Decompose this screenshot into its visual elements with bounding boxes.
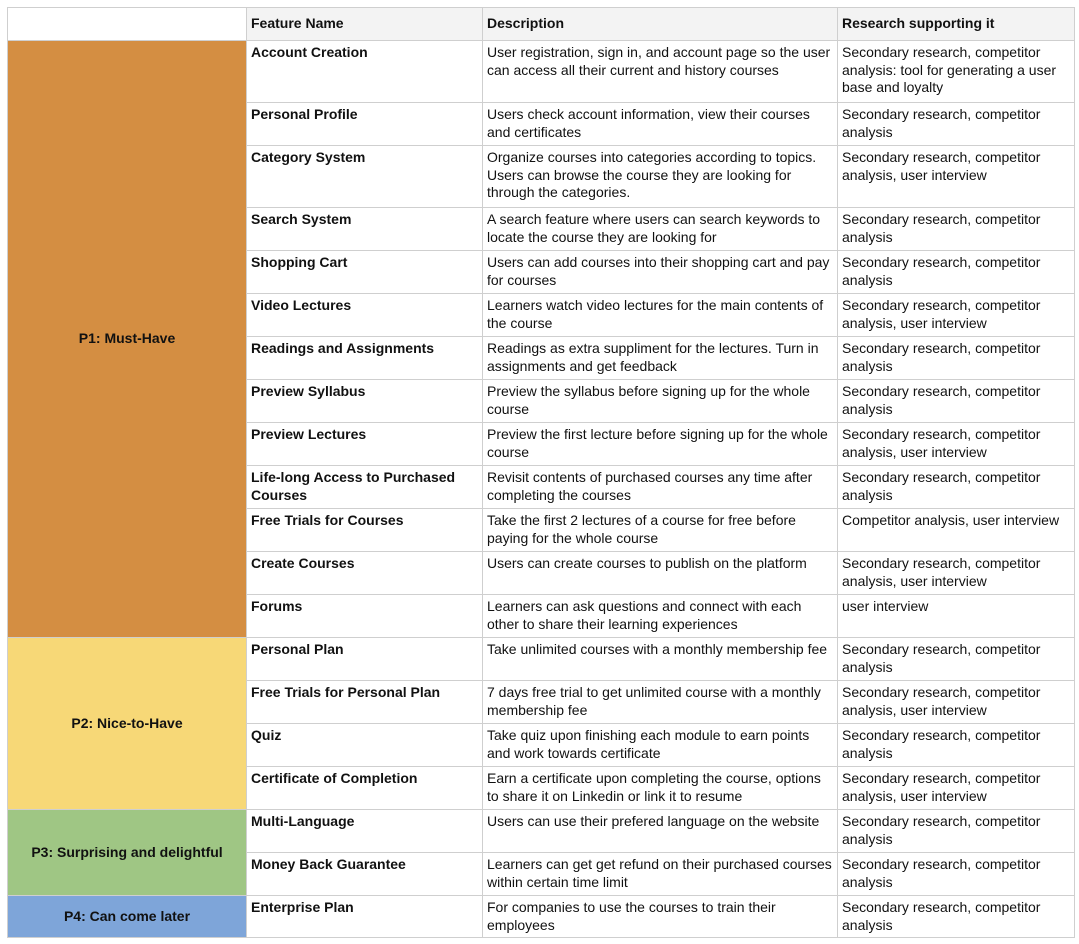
feature-name: Personal Profile xyxy=(247,103,483,146)
header-description: Description xyxy=(483,8,838,41)
header-feature-name: Feature Name xyxy=(247,8,483,41)
feature-description: Take quiz upon finishing each module to earn points and work towards certificate xyxy=(483,724,838,767)
priority-p1-cell xyxy=(8,41,247,638)
feature-research: Secondary research, competitor analysis xyxy=(838,896,1075,938)
table-row xyxy=(8,41,1075,103)
feature-name: Money Back Guarantee xyxy=(247,853,483,896)
feature-name: Multi-Language xyxy=(247,810,483,853)
feature-name: Account Creation xyxy=(247,41,483,103)
table-row xyxy=(8,896,1075,938)
feature-name: Create Courses xyxy=(247,552,483,595)
priority-p2-cell xyxy=(8,638,247,810)
feature-research: Secondary research, competitor analysis, user interview xyxy=(838,294,1075,337)
feature-research: Secondary research, competitor analysis xyxy=(838,638,1075,681)
feature-description: Earn a certificate upon completing the course, options to share it on Linkedin or link it to resume xyxy=(483,767,838,810)
feature-research: Secondary research, competitor analysis xyxy=(838,380,1075,423)
priority-p2-label: P2: Nice-to-Have xyxy=(71,714,183,731)
priority-p3-label: P3: Surprising and delightful xyxy=(31,843,223,860)
feature-research: Secondary research, competitor analysis xyxy=(838,853,1075,896)
table-row xyxy=(8,810,1075,853)
feature-description: Take the first 2 lectures of a course for free before paying for the whole course xyxy=(483,509,838,552)
feature-name: Free Trials for Courses xyxy=(247,509,483,552)
priority-p3-cell xyxy=(8,810,247,896)
feature-research: user interview xyxy=(838,595,1075,638)
feature-name: Preview Lectures xyxy=(247,423,483,466)
feature-name: Search System xyxy=(247,208,483,251)
feature-name: Preview Syllabus xyxy=(247,380,483,423)
feature-description: A search feature where users can search keywords to locate the course they are looking for xyxy=(483,208,838,251)
feature-research: Secondary research, competitor analysis, user interview xyxy=(838,681,1075,724)
feature-description: Learners can ask questions and connect with each other to share their learning experiences xyxy=(483,595,838,638)
feature-research: Secondary research, competitor analysis xyxy=(838,810,1075,853)
feature-description: User registration, sign in, and account page so the user can access all their current and history courses xyxy=(483,41,838,103)
feature-name: Life-long Access to Purchased Courses xyxy=(247,466,483,509)
feature-research: Secondary research, competitor analysis xyxy=(838,466,1075,509)
feature-research: Secondary research, competitor analysis, user interview xyxy=(838,767,1075,810)
feature-description: Preview the first lecture before signing up for the whole course xyxy=(483,423,838,466)
feature-name: Video Lectures xyxy=(247,294,483,337)
priority-p4-cell xyxy=(8,896,247,938)
feature-name: Quiz xyxy=(247,724,483,767)
feature-name: Forums xyxy=(247,595,483,638)
feature-description: Preview the syllabus before signing up for the whole course xyxy=(483,380,838,423)
feature-description: Users can create courses to publish on the platform xyxy=(483,552,838,595)
feature-name: Personal Plan xyxy=(247,638,483,681)
feature-description: Readings as extra suppliment for the lectures. Turn in assignments and get feedback xyxy=(483,337,838,380)
feature-description: Learners can get get refund on their purchased courses within certain time limit xyxy=(483,853,838,896)
feature-name: Shopping Cart xyxy=(247,251,483,294)
feature-name: Category System xyxy=(247,146,483,208)
feature-research: Secondary research, competitor analysis xyxy=(838,251,1075,294)
header-research: Research supporting it xyxy=(838,8,1075,41)
feature-research: Secondary research, competitor analysis: tool for generating a user base and loyalty xyxy=(838,41,1075,103)
feature-research: Secondary research, competitor analysis xyxy=(838,724,1075,767)
feature-research: Secondary research, competitor analysis, user interview xyxy=(838,423,1075,466)
feature-research: Secondary research, competitor analysis, user interview xyxy=(838,552,1075,595)
feature-name: Free Trials for Personal Plan xyxy=(247,681,483,724)
feature-name: Enterprise Plan xyxy=(247,896,483,938)
feature-description: Users can use their prefered language on the website xyxy=(483,810,838,853)
feature-description: Users check account information, view their courses and certificates xyxy=(483,103,838,146)
feature-priority-table xyxy=(7,7,1075,938)
feature-description: For companies to use the courses to train their employees xyxy=(483,896,838,938)
feature-description: Revisit contents of purchased courses any time after completing the courses xyxy=(483,466,838,509)
feature-name: Readings and Assignments xyxy=(247,337,483,380)
feature-description: Organize courses into categories according to topics. Users can browse the course they are looking for through the categories. xyxy=(483,146,838,208)
feature-name: Certificate of Completion xyxy=(247,767,483,810)
feature-research: Secondary research, competitor analysis xyxy=(838,103,1075,146)
feature-description: Take unlimited courses with a monthly membership fee xyxy=(483,638,838,681)
feature-description: 7 days free trial to get unlimited course with a monthly membership fee xyxy=(483,681,838,724)
feature-description: Users can add courses into their shopping cart and pay for courses xyxy=(483,251,838,294)
feature-description: Learners watch video lectures for the main contents of the course xyxy=(483,294,838,337)
priority-p1-label: P1: Must-Have xyxy=(78,330,176,347)
table-row xyxy=(8,638,1075,681)
feature-research: Competitor analysis, user interview xyxy=(838,509,1075,552)
priority-p4-label: P4: Can come later xyxy=(63,907,191,924)
header-priority xyxy=(8,8,247,41)
feature-research: Secondary research, competitor analysis, user interview xyxy=(838,146,1075,208)
header-row xyxy=(8,8,1075,41)
feature-research: Secondary research, competitor analysis xyxy=(838,208,1075,251)
feature-research: Secondary research, competitor analysis xyxy=(838,337,1075,380)
